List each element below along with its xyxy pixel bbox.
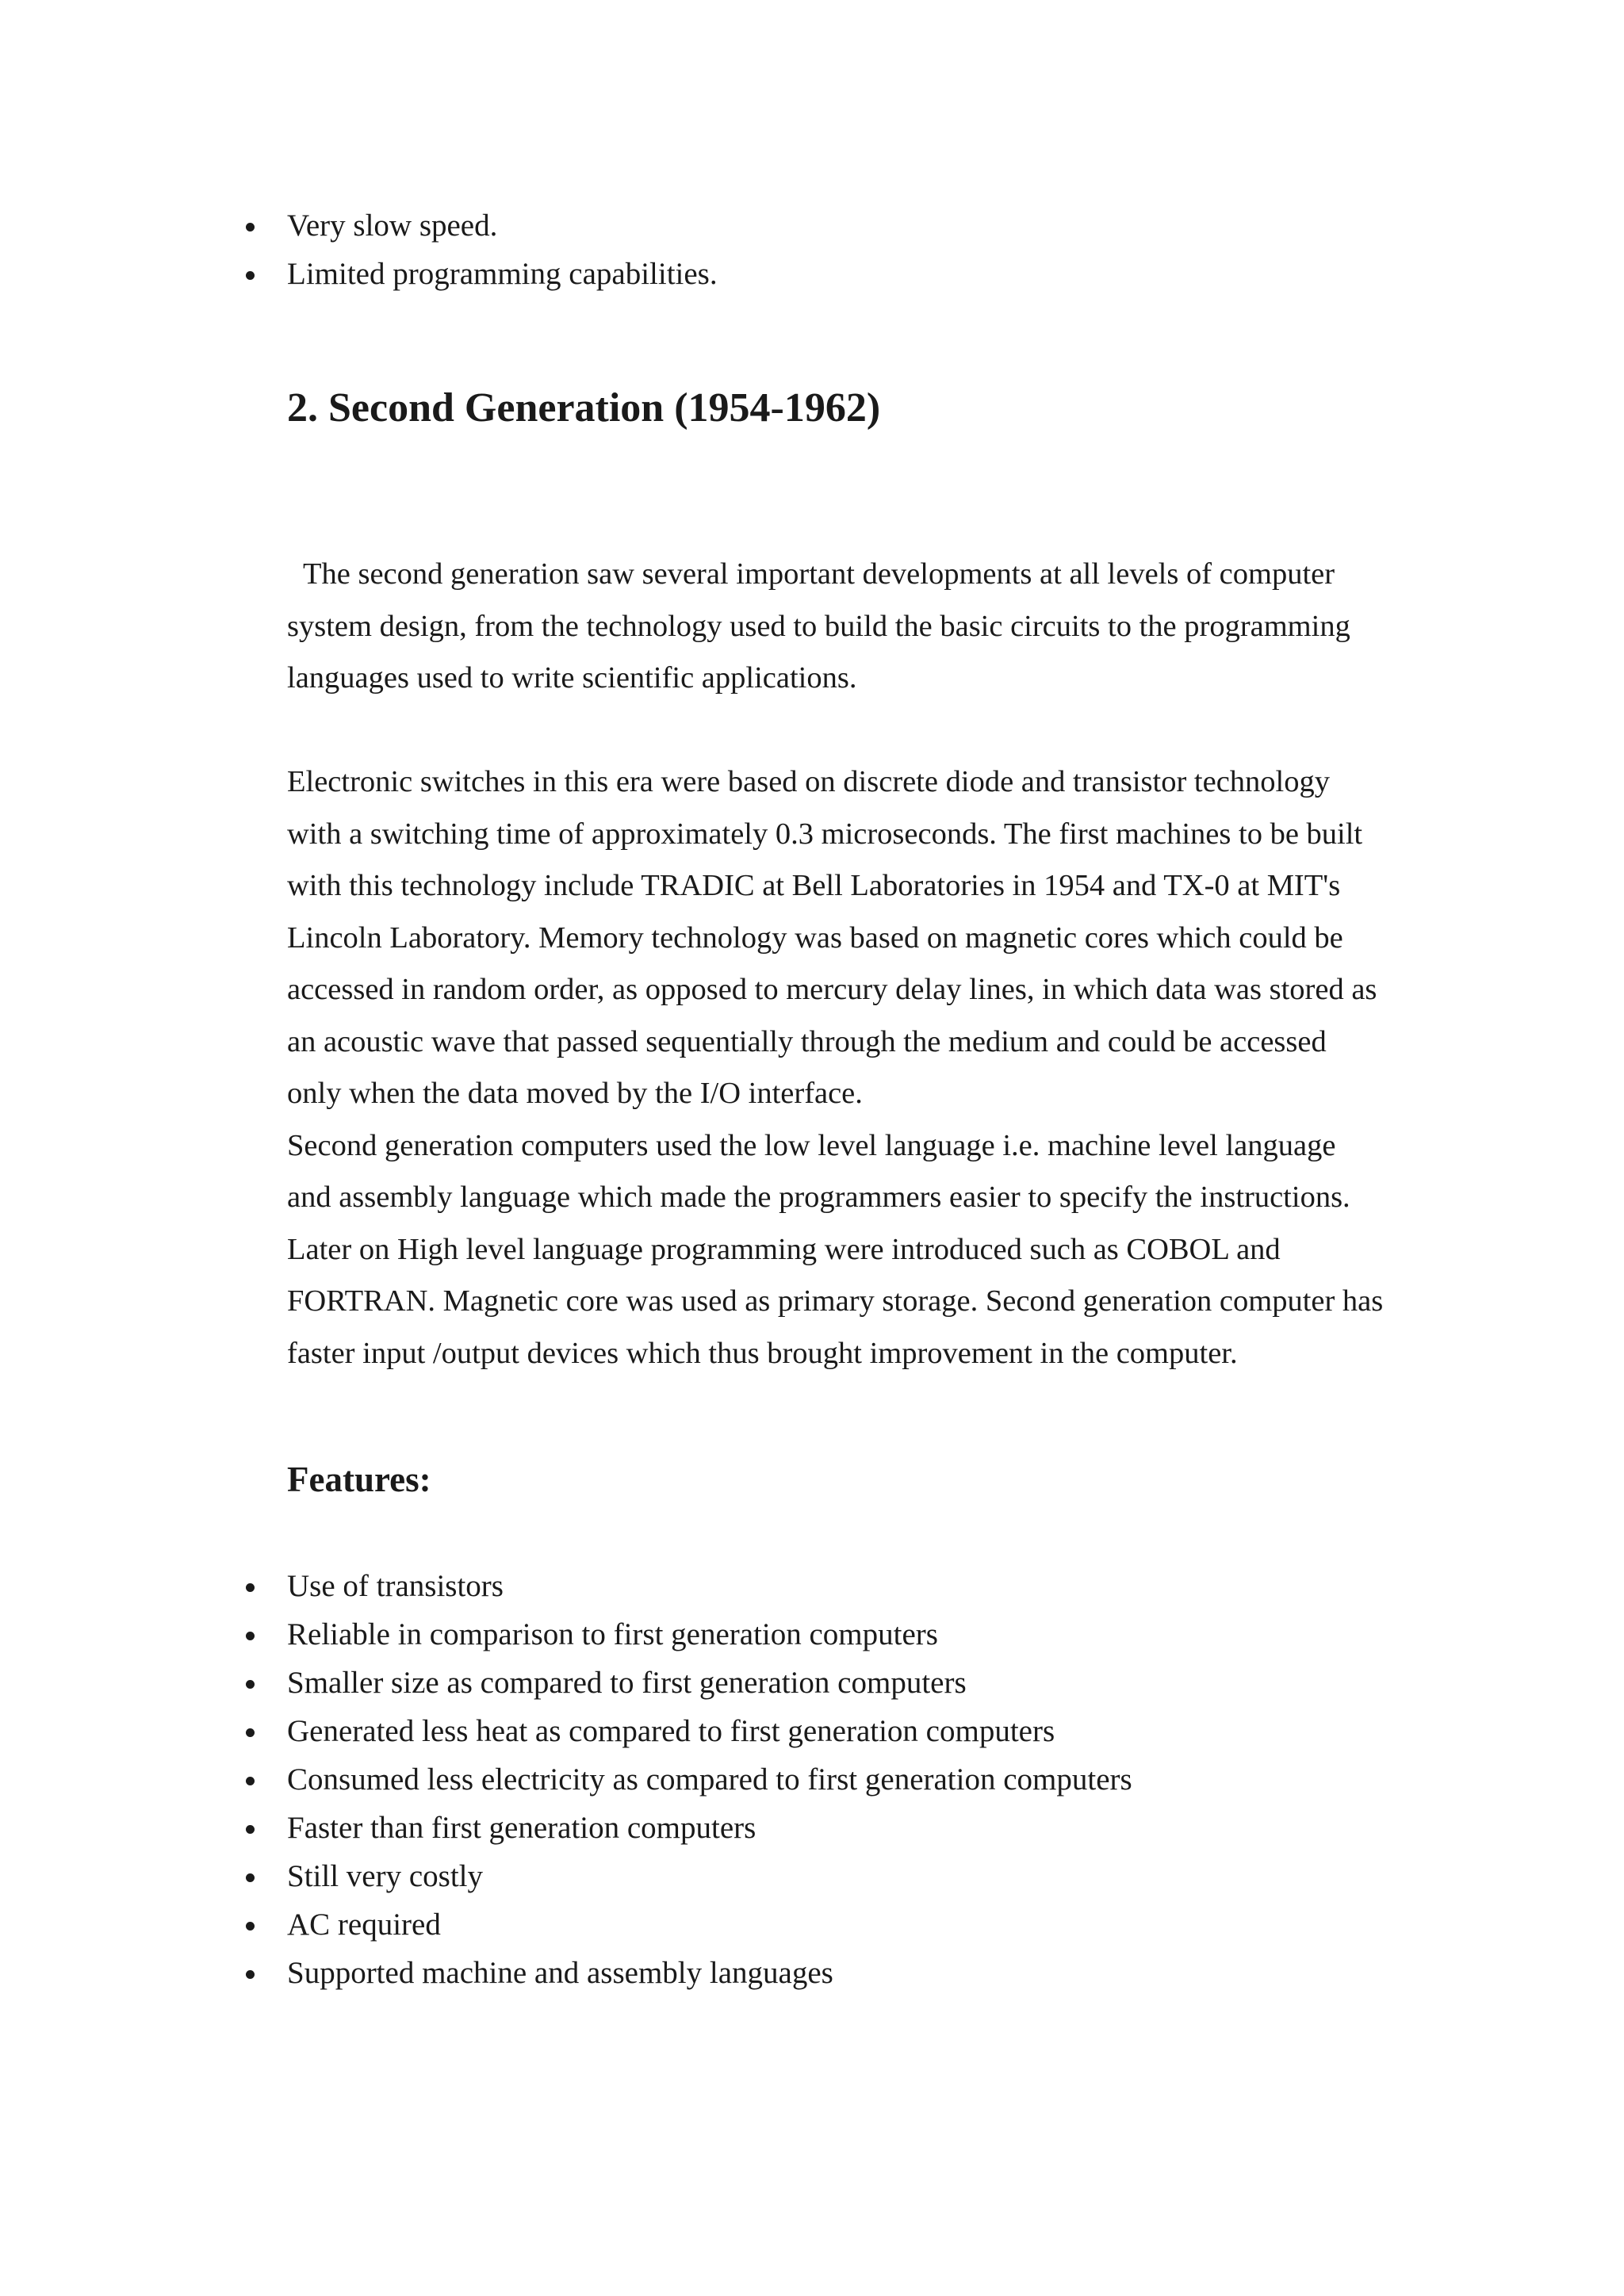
paragraph-line: languages used to write scientific applications. bbox=[287, 661, 857, 695]
features-heading: Features: bbox=[287, 1460, 431, 1499]
paragraph-line: Later on High level language programming were introduced such as COBOL and bbox=[287, 1232, 1281, 1266]
paragraph-line: FORTRAN. Magnetic core was used as primary storage. Second generation computer has bbox=[287, 1284, 1384, 1318]
list-item: Smaller size as compared to first generation computers bbox=[238, 1659, 1546, 1707]
list-item: Still very costly bbox=[238, 1852, 1546, 1900]
list-item: Faster than first generation computers bbox=[238, 1804, 1546, 1852]
paragraph-line: Electronic switches in this era were based on discrete diode and transistor technology bbox=[287, 765, 1330, 798]
paragraph-line: Second generation computers used the low level language i.e. machine level language bbox=[287, 1128, 1336, 1162]
paragraph-line: with this technology include TRADIC at Bell Laboratories in 1954 and TX-0 at MIT's bbox=[287, 869, 1341, 902]
list-item: Very slow speed. bbox=[238, 201, 1546, 250]
list-item: Supported machine and assembly languages bbox=[238, 1949, 1546, 1997]
list-item: Limited programming capabilities. bbox=[238, 250, 1546, 298]
list-item: Reliable in comparison to first generation computers bbox=[238, 1610, 1546, 1659]
body-paragraph bbox=[287, 756, 1453, 1380]
features-list bbox=[238, 1562, 1546, 1997]
paragraph-line: and assembly language which made the programmers easier to specify the instructions. bbox=[287, 1181, 1350, 1214]
list-item: Generated less heat as compared to first generation computers bbox=[238, 1707, 1546, 1755]
first-generation-drawbacks-list bbox=[238, 201, 1546, 298]
paragraph-line: accessed in random order, as opposed to mercury delay lines, in which data was stored as bbox=[287, 973, 1377, 1006]
list-item: Use of transistors bbox=[238, 1562, 1546, 1610]
intro-paragraph bbox=[287, 549, 1453, 705]
paragraph-line: The second generation saw several important developments at all levels of computer bbox=[303, 557, 1335, 591]
paragraph-line: Lincoln Laboratory. Memory technology was based on magnetic cores which could be bbox=[287, 920, 1343, 955]
list-item: Consumed less electricity as compared to first generation computers bbox=[238, 1755, 1546, 1804]
paragraph-line: system design, from the technology used to build the basic circuits to the programming bbox=[287, 609, 1350, 643]
list-item: AC required bbox=[238, 1900, 1546, 1949]
paragraph-line: an acoustic wave that passed sequentially through the medium and could be accessed bbox=[287, 1024, 1327, 1058]
section-title: 2. Second Generation (1954-1962) bbox=[287, 385, 881, 430]
paragraph-line: only when the data moved by the I/O interface. bbox=[287, 1077, 863, 1110]
paragraph-line: with a switching time of approximately 0.3 microseconds. The first machines to be built bbox=[287, 817, 1363, 851]
paragraph-line: faster input /output devices which thus brought improvement in the computer. bbox=[287, 1336, 1238, 1370]
